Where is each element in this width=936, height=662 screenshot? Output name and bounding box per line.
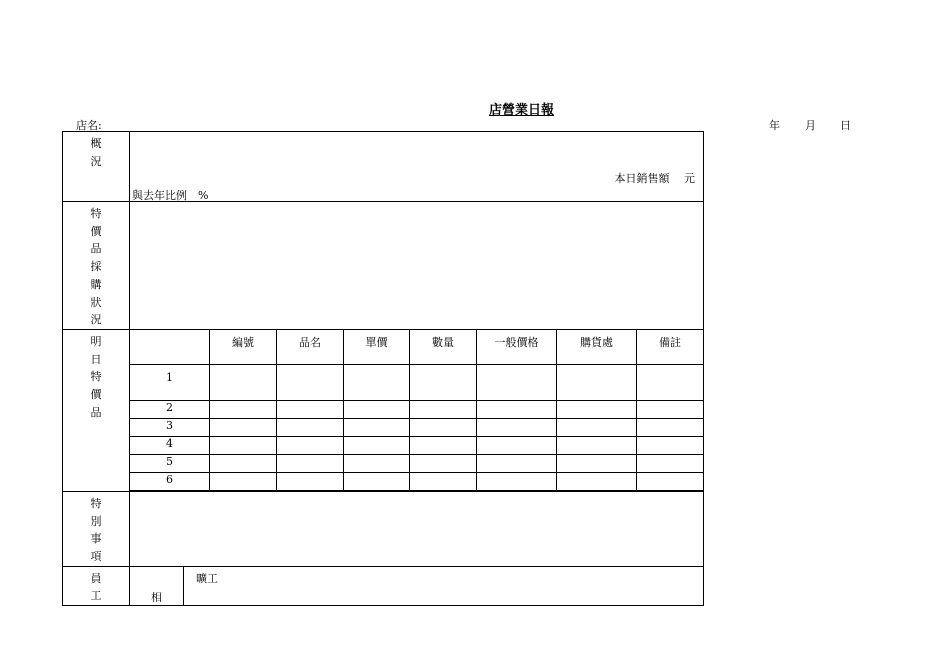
report-title: 店營業日報 [489,103,555,118]
yoy-ratio-label: 與去年比例 % [132,189,209,202]
table-cell [557,418,637,436]
row-number: 1 [130,364,210,400]
table-cell [557,364,637,400]
row-number: 5 [130,454,210,472]
table-cell [557,454,637,472]
tomorrow-specials-label-char: 明 [90,334,102,348]
table-cell [344,418,410,436]
row-number: 4 [130,436,210,454]
row-number: 6 [130,472,210,490]
date-year: 年 [769,119,780,132]
special-purchase-label-char: 品 [90,242,102,256]
staff-label [63,566,130,605]
table-cell [477,418,557,436]
special-matters-label-char: 特 [90,496,102,510]
table-cell [210,472,277,490]
table-cell [637,364,704,400]
daily-report-form [62,131,704,606]
table-cell [477,436,557,454]
overview-label-char: 況 [90,154,102,168]
row-number-header [130,329,210,364]
row-number: 3 [130,418,210,436]
table-cell [344,400,410,418]
table-cell [477,400,557,418]
table-row [63,400,704,418]
overview-label [63,132,130,202]
table-cell [344,364,410,400]
header-product-name: 品名 [277,329,344,364]
special-purchase-cell [130,202,704,330]
table-row [63,472,704,490]
tomorrow-specials-label [63,329,130,491]
special-matters-label-char: 項 [90,550,102,564]
table-cell [277,454,344,472]
table-cell [210,436,277,454]
special-purchase-label-char: 狀 [90,295,102,309]
staff-label-char: 工 [90,589,102,603]
table-row [63,364,704,400]
row-number: 2 [130,400,210,418]
table-cell [277,436,344,454]
special-matters-label [63,491,130,566]
tomorrow-specials-label-char: 價 [90,388,102,402]
table-cell [637,454,704,472]
overview-cell [130,132,704,202]
table-cell [277,472,344,490]
table-cell [477,364,557,400]
special-matters-label-char: 事 [90,532,102,546]
table-cell [344,436,410,454]
table-cell [477,454,557,472]
header-unit-price: 單價 [344,329,410,364]
special-purchase-label-char: 特 [90,207,102,220]
tomorrow-specials-label-char: 日 [90,352,102,366]
special-purchase-label-char: 況 [90,313,102,327]
table-cell [410,364,477,400]
table-cell [637,436,704,454]
table-row [63,454,704,472]
special-matters-label-char: 別 [90,514,102,528]
table-cell [210,364,277,400]
special-purchase-label-char: 採 [90,260,102,274]
table-row [63,418,704,436]
table-cell [557,400,637,418]
table-row [63,436,704,454]
table-cell [637,418,704,436]
table-cell [477,472,557,490]
date-day: 日 [840,119,851,132]
tomorrow-specials-label-char: 特 [90,370,102,384]
table-cell [344,472,410,490]
special-purchase-label-char: 購 [90,277,102,291]
store-name-label: 店名: [76,119,102,132]
table-cell [410,400,477,418]
overview-label-char: 概 [90,137,102,150]
table-cell [277,400,344,418]
staff-label-char: 員 [90,571,102,585]
header-regular-price: 一般價格 [477,329,557,364]
table-cell [344,454,410,472]
header-quantity: 數量 [410,329,477,364]
table-cell [637,472,704,490]
special-purchase-label-char: 價 [90,224,102,238]
table-cell [637,400,704,418]
table-cell [410,454,477,472]
absence-cell [184,566,704,605]
table-cell [210,454,277,472]
table-cell [557,436,637,454]
table-cell [410,436,477,454]
table-cell [277,418,344,436]
table-cell [210,418,277,436]
table-cell [210,400,277,418]
staff-sub-label: 相 [130,566,184,605]
header-code: 編號 [210,329,277,364]
header-supplier: 購貨處 [557,329,637,364]
special-purchase-label [63,202,130,330]
special-matters-cell [130,491,704,566]
tomorrow-specials-label-char: 品 [90,405,102,419]
table-cell [557,472,637,490]
daily-sales-label: 本日銷售額 元 [614,172,695,185]
header-remarks: 備註 [637,329,704,364]
date-month: 月 [805,119,816,132]
table-cell [410,472,477,490]
table-cell [410,418,477,436]
table-cell [277,364,344,400]
absence-label: 曠工 [196,571,218,585]
